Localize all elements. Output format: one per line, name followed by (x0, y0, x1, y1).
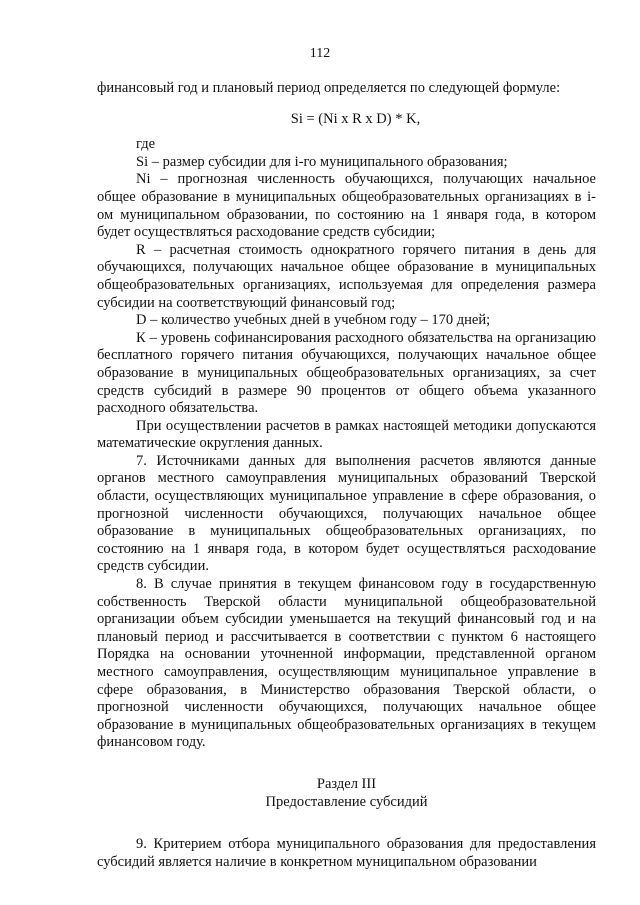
formula: Si = (Ni x R x D) * K, (290, 110, 421, 127)
document-body (97, 80, 596, 871)
definition-r: R – расчетная стоимость однократного горячего питания в день для обучающихся, получающих начальное общее образование в муниципальных общеобразовательных организациях, используемая для определения размера субсидии на соответствующий финансовый год; (97, 241, 596, 311)
paragraph-intro: финансовый год и плановый период определяется по следующей формуле: (97, 80, 561, 96)
definition-ni: Ni – прогнозная численность обучающихся, получающих начальное общее образование в муниципальных общеобразовательных организациях в i-ом муниципальном образовании, по состоянию на 1 января года, в котором будет осуществляться расходование средств субсидии; (97, 171, 596, 241)
paragraph-where: где (136, 136, 156, 153)
definition-si: Si – размер субсидии для i-го муниципального образования; (136, 153, 508, 170)
section-subtitle: Предоставление субсидий (265, 793, 428, 810)
paragraph-9: 9. Критерием отбора муниципального образования для предоставления субсидий является наличие в конкретном муниципальном образовании (97, 836, 596, 870)
paragraph-rounding: При осуществлении расчетов в рамках настоящей методики допускаются математические округления данных. (97, 417, 596, 452)
section-title: Раздел III (316, 775, 377, 792)
definition-k: К – уровень софинансирования расходного обязательства на организацию бесплатного горячего питания обучающихся, получающих начальное общее образование в муниципальных общеобразовательных организациях, за счет средств субсидий в размере 90 процентов от общего объема указанного расходного обязательства. (97, 329, 596, 417)
paragraph-8: 8. В случае принятия в текущем финансовом году в государственную собственность Тверской области муниципальной общеобразовательной организации объем субсидии уменьшается на текущий финансовый год и на плановый период и рассчитывается в соответствии с пунктом 6 настоящего Порядка на основании уточненной информации, представленной органом местного самоуправления, осуществляющим муниципальное управление в сфере образования, в Министерство образования Тверской области, о прогнозной численности обучающихся, получающих начальное общее образование в муниципальных общеобразовательных организациях в текущем финансовом году. (97, 576, 596, 751)
page-number: 112 (309, 46, 331, 61)
definition-d: D – количество учебных дней в учебном году – 170 дней; (136, 312, 491, 329)
paragraph-7: 7. Источниками данных для выполнения расчетов являются данные органов местного самоуправления муниципальных образований Тверской области, осуществляющих муниципальное управление в сфере образования, о прогнозной численности обучающихся, получающих начальное общее образование в муниципальных общеобразовательных организациях, по состоянию на 1 января года, в котором будет осуществляться расходование средств субсидии. (97, 452, 596, 575)
